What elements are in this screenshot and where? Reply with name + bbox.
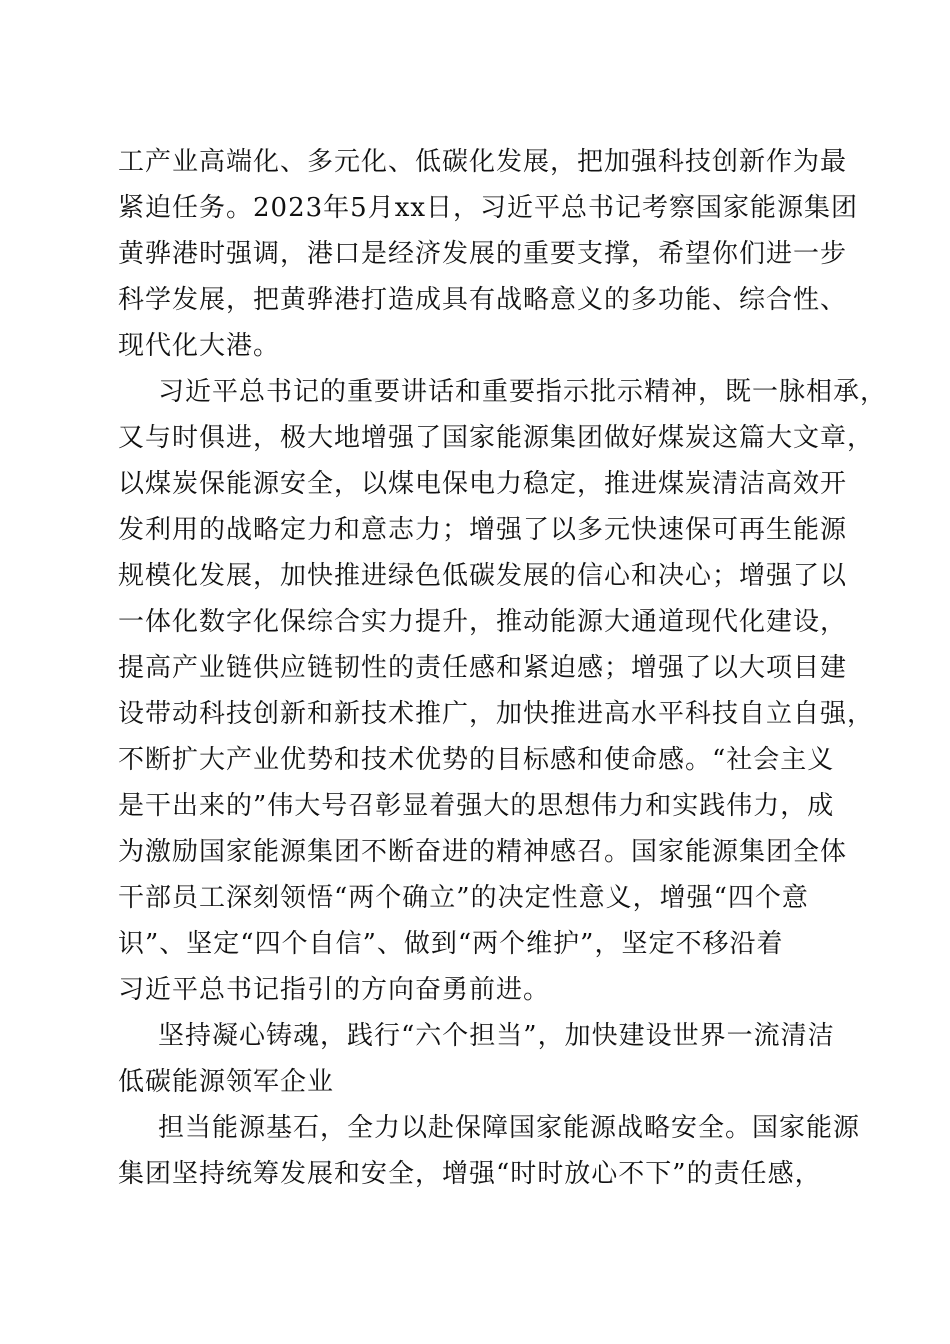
text-line: 干部员工深刻领悟“两个确立”的决定性意义，增强“四个意 <box>118 883 809 913</box>
text-line: 坚持凝心铸魂，践行“六个担当”，加快建设世界一流清洁 <box>158 1021 835 1051</box>
text-line: 设带动科技创新和新技术推广，加快推进高水平科技自立自强， <box>118 699 875 729</box>
text-line: 不断扩大产业优势和技术优势的目标感和使命感。“社会主义 <box>118 745 835 775</box>
text-line: 又与时俱进，极大地增强了国家能源集团做好煤炭这篇大文章， <box>118 423 875 453</box>
text-line: 习近平总书记的重要讲话和重要指示批示精神，既一脉相承， <box>158 377 888 407</box>
text-line: 是干出来的”伟大号召彰显着强大的思想伟力和实践伟力，成 <box>118 791 835 821</box>
text-line: 低碳能源领军企业 <box>118 1067 335 1097</box>
text-line: 担当能源基石，全力以赴保障国家能源战略安全。国家能源 <box>158 1113 861 1143</box>
section-heading <box>118 1013 838 1105</box>
text-line: 识”、坚定“四个自信”、做到“两个维护”，坚定不移沿着 <box>118 929 784 959</box>
text-line: 发利用的战略定力和意志力；增强了以多元快速保可再生能源 <box>118 515 848 545</box>
text-line: 科学发展，把黄骅港打造成具有战略意义的多功能、综合性、 <box>118 285 848 315</box>
text-line: 习近平总书记指引的方向奋勇前进。 <box>118 975 551 1005</box>
text-line: 集团坚持统筹发展和安全，增强“时时放心不下”的责任感， <box>118 1159 822 1189</box>
text-line: 为激励国家能源集团不断奋进的精神感召。国家能源集团全体 <box>118 837 848 867</box>
text-line: 紧迫任务。2023年5月xx日，习近平总书记考察国家能源集团 <box>118 193 859 223</box>
text-line: 规模化发展，加快推进绿色低碳发展的信心和决心；增强了以 <box>118 561 848 591</box>
text-line: 提高产业链供应链韧性的责任感和紧迫感；增强了以大项目建 <box>118 653 848 683</box>
text-line: 工产业高端化、多元化、低碳化发展，把加强科技创新作为最 <box>118 147 848 177</box>
paragraph-2 <box>118 369 888 1013</box>
text-line: 一体化数字化保综合实力提升，推动能源大通道现代化建设， <box>118 607 848 637</box>
text-line: 以煤炭保能源安全，以煤电保电力稳定，推进煤炭清洁高效开 <box>118 469 848 499</box>
text-line: 黄骅港时强调，港口是经济发展的重要支撑，希望你们进一步 <box>118 239 848 269</box>
paragraph-1 <box>118 139 859 369</box>
paragraph-4 <box>118 1105 861 1197</box>
document-body <box>118 139 888 1197</box>
text-line: 现代化大港。 <box>118 331 281 361</box>
